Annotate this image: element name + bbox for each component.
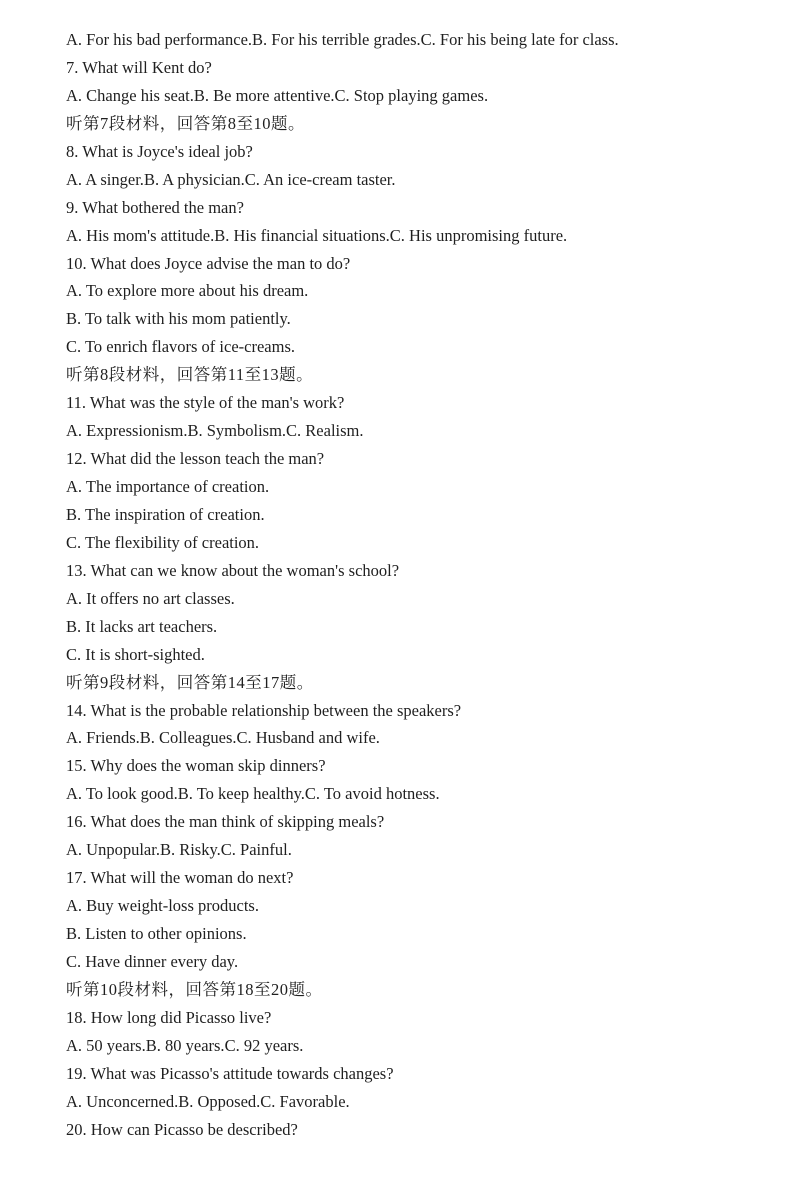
question-line: 19. What was Picasso's attitude towards changes? (66, 1063, 394, 1083)
options-row (66, 836, 770, 864)
option-item: C. Stop playing games. (334, 85, 489, 105)
option-line: C. The flexibility of creation. (66, 532, 260, 552)
option-line: C. Have dinner every day. (66, 951, 239, 971)
option-item: B. 80 years. (145, 1035, 225, 1055)
option-item: A. Unpopular. (66, 840, 160, 860)
option-item: B. For his terrible grades. (252, 30, 421, 49)
option-item: A. For his bad performance. (66, 30, 253, 49)
option-item: C. Realism. (286, 421, 364, 441)
option-item: C. Painful. (220, 840, 292, 860)
option-item: B. Opposed. (178, 1091, 261, 1111)
option-line: B. The inspiration of creation. (66, 504, 265, 524)
option-item: C. Husband and wife. (236, 728, 380, 748)
question-line: 14. What is the probable relationship between the speakers? (66, 700, 462, 720)
option-line: B. Listen to other opinions. (66, 924, 247, 943)
option-item: C. To avoid hotness. (304, 784, 440, 804)
question-list (66, 26, 770, 1144)
option-item: B. His financial situations. (214, 225, 390, 245)
option-line: A. The importance of creation. (66, 477, 270, 496)
option-line: B. To talk with his mom patiently. (66, 309, 291, 329)
question-line: 7. What will Kent do? (66, 57, 212, 77)
option-item: B. Colleagues. (139, 728, 237, 748)
option-item: B. To keep healthy. (177, 784, 305, 804)
option-item: B. Be more attentive. (193, 85, 335, 105)
options-row (66, 82, 770, 110)
option-item: A. Friends. (66, 728, 140, 748)
options-row (66, 1088, 770, 1116)
section-heading: 听第10段材料，回答第18至20题。 (66, 979, 323, 999)
options-row (66, 1032, 770, 1060)
option-item: A. His mom's attitude. (66, 225, 215, 245)
option-item: C. Favorable. (260, 1091, 350, 1111)
question-line: 12. What did the lesson teach the man? (66, 449, 325, 469)
option-item: A. To look good. (66, 784, 178, 804)
question-line: 11. What was the style of the man's work? (66, 393, 345, 413)
section-heading: 听第8段材料，回答第11至13题。 (66, 365, 314, 385)
option-line: A. To explore more about his dream. (66, 281, 309, 301)
option-item: B. Symbolism. (187, 421, 287, 441)
option-line: A. It offers no art classes. (66, 588, 235, 608)
question-line: 9. What bothered the man? (66, 197, 244, 217)
option-item: C. 92 years. (224, 1035, 304, 1055)
option-item: A. 50 years. (66, 1035, 146, 1055)
options-row (66, 417, 770, 445)
option-line: B. It lacks art teachers. (66, 616, 218, 636)
options-row (66, 222, 770, 250)
option-item: A. Change his seat. (66, 85, 194, 105)
question-line: 10. What does Joyce advise the man to do? (66, 253, 351, 273)
options-row (66, 724, 770, 752)
question-line: 16. What does the man think of skipping meals? (66, 812, 385, 832)
option-item: C. His unpromising future. (389, 225, 568, 245)
option-line: C. To enrich flavors of ice-creams. (66, 337, 295, 357)
option-item: A. Unconcerned. (66, 1091, 179, 1111)
option-item: B. A physician. (143, 169, 245, 189)
option-item: B. Risky. (159, 840, 221, 860)
question-line: 17. What will the woman do next? (66, 868, 294, 888)
options-row (66, 166, 770, 194)
question-line: 20. How can Picasso be described? (66, 1119, 298, 1139)
option-item: C. An ice-cream taster. (244, 169, 396, 189)
question-line: 8. What is Joyce's ideal job? (66, 141, 253, 161)
option-line: C. It is short-sighted. (66, 644, 205, 664)
section-heading: 听第7段材料，回答第8至10题。 (66, 113, 305, 133)
question-line: 18. How long did Picasso live? (66, 1007, 272, 1027)
question-line: 15. Why does the woman skip dinners? (66, 756, 326, 776)
option-item: A. Expressionism. (66, 421, 188, 441)
option-item: C. For his being late for class. (420, 30, 619, 49)
options-row (66, 780, 770, 808)
options-row (66, 26, 770, 54)
question-line: 13. What can we know about the woman's school? (66, 560, 400, 580)
option-line: A. Buy weight-loss products. (66, 896, 259, 916)
option-item: A. A singer. (66, 169, 144, 189)
section-heading: 听第9段材料，回答第14至17题。 (66, 672, 314, 692)
